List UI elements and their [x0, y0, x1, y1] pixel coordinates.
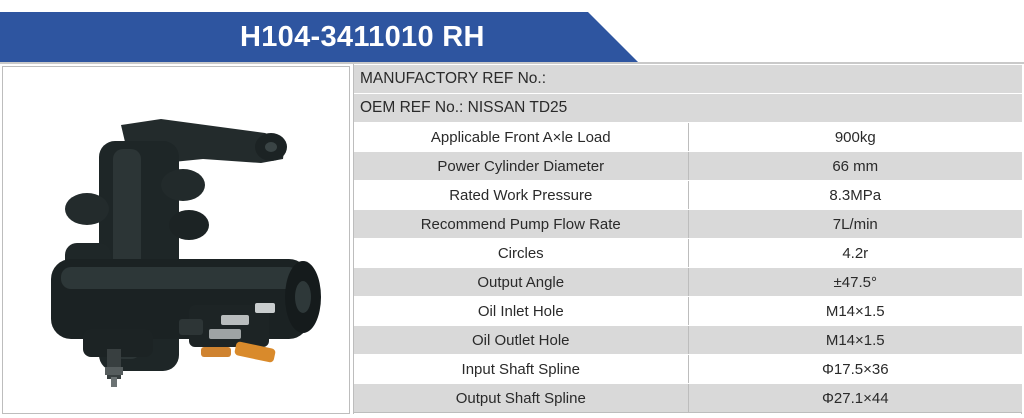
spec-value: 8.3MPa [688, 181, 1022, 210]
spec-label: Output Shaft Spline [354, 384, 688, 413]
table-row [354, 384, 1022, 413]
spec-label: Recommend Pump Flow Rate [354, 210, 688, 239]
product-photo [2, 66, 350, 414]
spec-value: Φ17.5×36 [688, 355, 1022, 384]
table-row [354, 326, 1022, 355]
spec-value: M14×1.5 [688, 297, 1022, 326]
spec-label: Input Shaft Spline [354, 355, 688, 384]
spec-label: Rated Work Pressure [354, 181, 688, 210]
oem-ref-label: OEM REF No.: NISSAN TD25 [354, 94, 1022, 123]
table-row [354, 268, 1022, 297]
table-row [354, 152, 1022, 181]
spec-label: Output Angle [354, 268, 688, 297]
spec-label: Oil Outlet Hole [354, 326, 688, 355]
ref-row-manufactory [354, 65, 1022, 94]
spec-value: 900kg [688, 123, 1022, 152]
spec-value: 66 mm [688, 152, 1022, 181]
spec-label: Power Cylinder Diameter [354, 152, 688, 181]
table-row [354, 239, 1022, 268]
spec-value: 7L/min [688, 210, 1022, 239]
spec-value: Φ27.1×44 [688, 384, 1022, 413]
spec-value: 4.2r [688, 239, 1022, 268]
table-row [354, 123, 1022, 152]
part-number-title: H104-3411010 RH [240, 21, 485, 53]
spec-table [354, 64, 1022, 413]
spec-value: M14×1.5 [688, 326, 1022, 355]
spec-label: Circles [354, 239, 688, 268]
spec-label: Oil Inlet Hole [354, 297, 688, 326]
manufactory-ref-label: MANUFACTORY REF No.: [354, 65, 1022, 94]
table-row [354, 297, 1022, 326]
table-row [354, 355, 1022, 384]
steering-gear-image [3, 67, 349, 413]
table-row [354, 181, 1022, 210]
title-banner [0, 12, 640, 62]
table-row [354, 210, 1022, 239]
spec-value: ±47.5° [688, 268, 1022, 297]
ref-row-oem [354, 94, 1022, 123]
spec-label: Applicable Front A×le Load [354, 123, 688, 152]
